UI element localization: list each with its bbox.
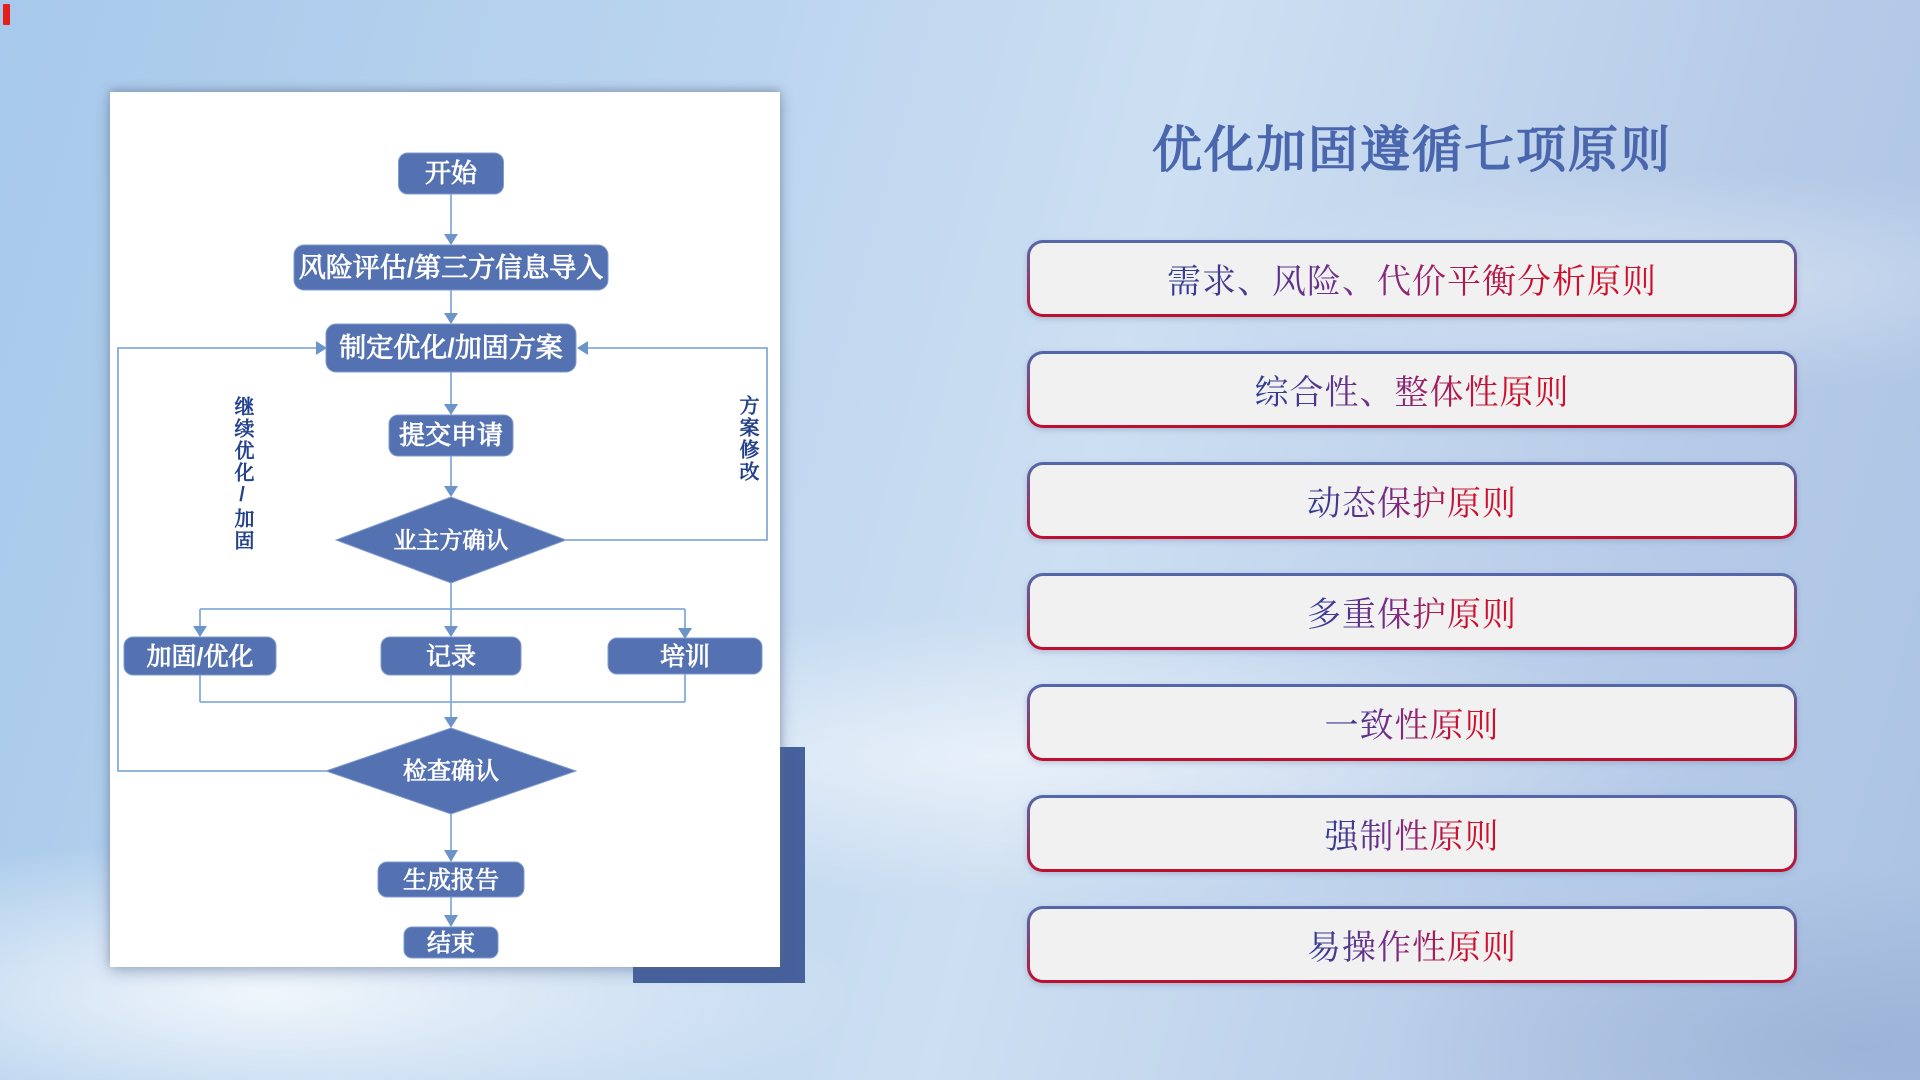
flowchart-card (110, 92, 780, 967)
flow-node-submit-label: 提交申请 (398, 420, 504, 450)
flow-node-make-plan (326, 324, 576, 372)
flow-loop-label-continue-optimize: 继续优化/加固 (231, 396, 253, 552)
flow-node-report-label: 生成报告 (403, 867, 499, 894)
flow-node-training (608, 638, 762, 674)
principle-label: 强制性原则 (1325, 809, 1500, 858)
corner-red-mark (3, 4, 10, 25)
flow-node-owner-confirm (336, 497, 566, 583)
principle-label: 一致性原则 (1325, 698, 1500, 747)
principle-label: 动态保护原则 (1307, 476, 1517, 525)
flow-node-reinforce (124, 637, 276, 675)
page-title: 优化加固遵循七项原则 (1152, 122, 1672, 178)
flow-loop-label-plan-revise: 方案修改 (736, 395, 758, 483)
flow-node-training-label: 培训 (659, 643, 711, 671)
flow-node-make-plan-label: 制定优化/加固方案 (339, 333, 563, 363)
principle-label: 综合性、整体性原则 (1255, 365, 1570, 414)
principle-item-inner (1030, 354, 1794, 425)
principle-item-inner (1030, 909, 1794, 980)
principle-item-1 (1027, 240, 1797, 317)
flow-node-start-label: 开始 (424, 158, 478, 188)
principle-item-7 (1027, 906, 1797, 983)
flow-node-record (381, 637, 521, 675)
principle-label: 需求、风险、代价平衡分析原则 (1167, 254, 1657, 303)
flow-node-check-confirm (326, 728, 576, 814)
principle-label: 易操作性原则 (1307, 920, 1517, 969)
flow-node-risk-import (294, 245, 608, 290)
principle-item-4 (1027, 573, 1797, 650)
flow-node-end (404, 927, 498, 958)
principle-item-inner (1030, 465, 1794, 536)
flow-node-start (399, 153, 504, 194)
principle-item-inner (1030, 576, 1794, 647)
principle-item-5 (1027, 684, 1797, 761)
principle-item-2 (1027, 351, 1797, 428)
flow-node-report (378, 862, 524, 897)
flow-node-reinforce-label: 加固/优化 (146, 643, 254, 671)
principles-panel (1027, 0, 1797, 1080)
flow-node-submit (389, 415, 513, 456)
principle-item-inner (1030, 687, 1794, 758)
flow-node-risk-import-label: 风险评估/第三方信息导入 (298, 253, 604, 283)
principle-item-inner (1030, 243, 1794, 314)
flow-node-owner-confirm-label: 业主方确认 (393, 527, 509, 553)
flow-node-record-label: 记录 (425, 643, 477, 671)
flowchart (110, 92, 780, 967)
principle-label: 多重保护原则 (1307, 587, 1517, 636)
principle-item-inner (1030, 798, 1794, 869)
flow-node-check-confirm-label: 检查确认 (403, 758, 499, 785)
flow-node-end-label: 结束 (427, 930, 475, 957)
principle-item-3 (1027, 462, 1797, 539)
principle-item-6 (1027, 795, 1797, 872)
